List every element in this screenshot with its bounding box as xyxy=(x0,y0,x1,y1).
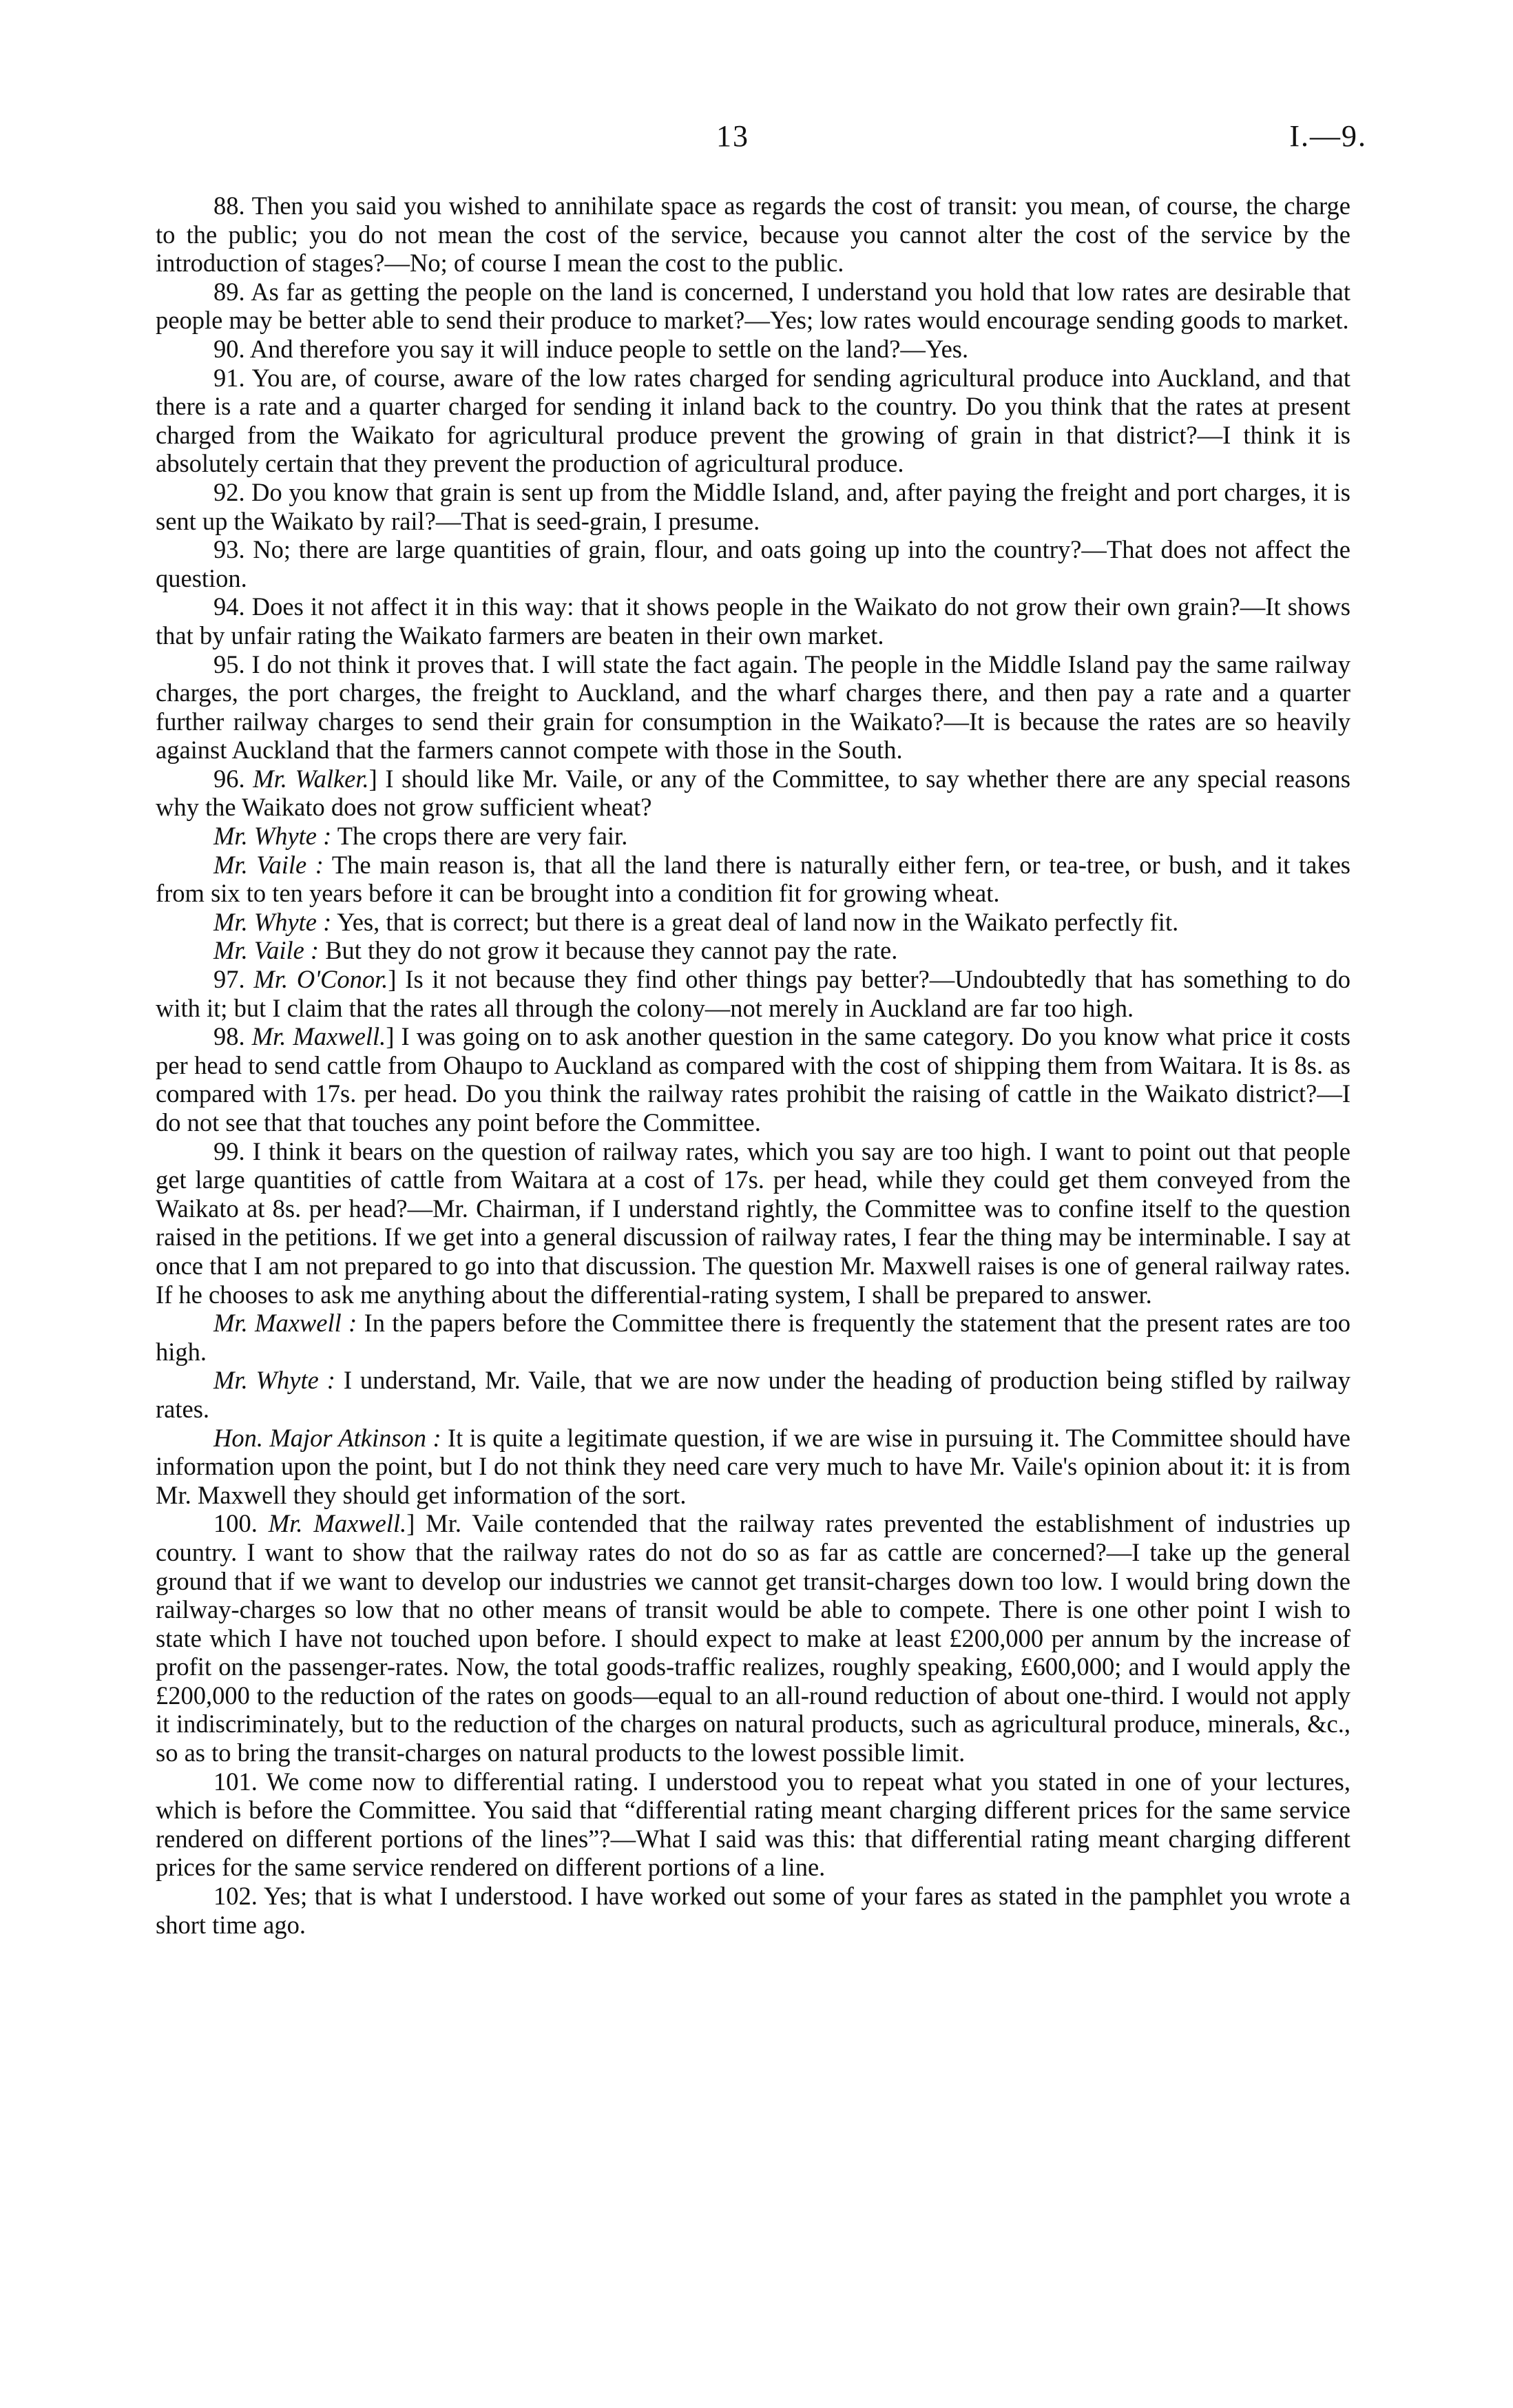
speaker-remark: Mr. Whyte : The crops there are very fair. xyxy=(213,822,628,851)
speaker-name: Mr. Whyte : xyxy=(213,1366,335,1395)
speaker-name: Hon. Major Atkinson : xyxy=(213,1423,441,1452)
speaker-name: Mr. Walker. xyxy=(253,764,369,793)
speaker-name: Mr. Vaile : xyxy=(213,850,324,879)
paragraph-88: 88. Then you said you wished to annihilate space as regards the cost of transit: you mean, of course, the charge to the public; you do not mean the cost of the service, because you cannot alter the cost of the service by the introduction of stages?—No; of course I mean the cost to the public. xyxy=(156,191,1350,278)
paragraph-96: 96. Mr. Walker.] I should like Mr. Vaile, or any of the Committee, to say whether there are any special reasons why the Waikato does not grow sufficient wheat? xyxy=(156,764,1351,822)
speaker-name: Mr. Whyte : xyxy=(213,822,332,851)
speaker-remark: Mr. Whyte : I understand, Mr. Vaile, that we are now under the heading of production being stifled by railway rates. xyxy=(156,1366,1350,1423)
paragraph-94: 94. Does it not affect it in this way: that it shows people in the Waikato do not grow their own grain?—It shows that by unfair rating the Waikato farmers are beaten in their own market. xyxy=(156,592,1350,650)
paragraph-90: 90. And therefore you say it will induce people to settle on the land?—Yes. xyxy=(213,334,969,363)
paragraph-98: 98. Mr. Maxwell.] I was going on to ask another question in the same category. Do you know what price it costs per head to send cattle from Ohaupo to Auckland as compared with the cost of shipping them from Waitara. It is 8s. as compared with 17s. per head. Do you think the railway rates prohibit the raising of cattle in the Waikato district?—I do not see that that touches any point before the Committee. xyxy=(156,1022,1350,1136)
speaker-name: Mr. Vaile : xyxy=(213,936,320,965)
speaker-name: Mr. Maxwell. xyxy=(251,1022,386,1051)
speaker-remark: Mr. Whyte : Yes, that is correct; but there is a great deal of land now in the Waikato perfectly fit. xyxy=(213,907,1179,936)
speaker-name: Mr. O'Conor. xyxy=(253,965,388,994)
speaker-remark: Mr. Vaile : The main reason is, that all the land there is naturally either fern, or tea-tree, or bush, and it takes from six to ten years before it can be brought into a condition fit for growing wheat. xyxy=(156,850,1350,908)
page-header xyxy=(0,118,1513,167)
document-reference: I.—9. xyxy=(1289,119,1367,153)
paragraph-102: 102. Yes; that is what I understood. I have worked out some of your fares as stated in the pamphlet you wrote a short time ago. xyxy=(156,1882,1350,1939)
paragraph-93: 93. No; there are large quantities of grain, flour, and oats going up into the country?—That does not affect the question. xyxy=(156,535,1350,592)
speaker-name: Mr. Maxwell. xyxy=(268,1509,407,1538)
speaker-name: Mr. Whyte : xyxy=(213,907,332,936)
paragraph-99: 99. I think it bears on the question of railway rates, which you say are too high. I want to point out that people get large quantities of cattle from Waitara at a cost of 17s. per head, while they could get them conveyed from the Waikato at 8s. per head?—Mr. Chairman, if I understand rightly, the Committee was to confine itself to the question raised in the petitions. If we get into a general discussion of railway rates, I fear the thing may be interminable. I say at once that I am not prepared to go into that discussion. The question Mr. Maxwell raises is one of general railway rates. If he chooses to ask me anything about the differential-rating system, I shall be prepared to answer. xyxy=(156,1136,1350,1309)
paragraph-97: 97. Mr. O'Conor.] Is it not because they find other things pay better?—Undoubtedly that has something to do with it; but I claim that the rates all through the colony—not merely in Auckland are far too high. xyxy=(156,965,1351,1022)
page-number: 13 xyxy=(716,119,749,153)
paragraph-100: 100. Mr. Maxwell.] Mr. Vaile contended that the railway rates prevented the establishment of industries up country. I want to show that the railway rates do not do so as far as cattle are concerned?—I take up the general ground that if we want to develop our industries we cannot get transit-charges down too low. I would bring down the railway-charges so low that no other means of transit would be able to compete. There is one other point I wish to state which I have not touched upon before. I should expect to make at least £200,000 per annum by the increase of profit on the passenger-rates. Now, the total goods-traffic realizes, roughly speaking, £600,000; and I would apply the £200,000 to the reduction of the rates on goods—equal to an all-round reduction of about one-third. I would not apply it indiscriminately, but to the reduction of the charges on natural products, such as agricultural produce, minerals, &c., so as to bring the transit-charges on natural products to the lowest possible limit. xyxy=(156,1509,1351,1767)
speaker-remark: Hon. Major Atkinson : It is quite a legitimate question, if we are wise in pursuing it. The Committee should have information upon the point, but I do not think they need care very much to have Mr. Vaile's opinion about it: it is from Mr. Maxwell they should get information of the sort. xyxy=(156,1423,1350,1509)
paragraph-92: 92. Do you know that grain is sent up from the Middle Island, and, after paying the freight and port charges, it is sent up the Waikato by rail?—That is seed-grain, I presume. xyxy=(156,477,1350,535)
paragraph-95: 95. I do not think it proves that. I will state the fact again. The people in the Middle Island pay the same railway charges, the port charges, the freight to Auckland, and the wharf charges there, and then pay a rate and a quarter further railway charges to send their grain for consumption in the Waikato?—It is because the rates are so heavily against Auckland that the farmers cannot compete with those in the South. xyxy=(156,650,1350,765)
paragraph-101: 101. We come now to differential rating. I understood you to repeat what you stated in one of your lectures, which is before the Committee. You said that “differential rating meant charging different prices for the same service rendered on different portions of the lines”?—What I said was this: that differential rating meant charging different prices for the same service rendered on different portions of a line. xyxy=(156,1767,1350,1882)
speaker-remark: Mr. Vaile : But they do not grow it because they cannot pay the rate. xyxy=(213,936,898,965)
paragraph-91: 91. You are, of course, aware of the low rates charged for sending agricultural produce into Auckland, and that there is a rate and a quarter charged for sending it inland back to the country. Do you think that the rates at present charged from the Waikato for agricultural produce prevent the growing of grain in that district?—I think it is absolutely certain that they prevent the production of agricultural produce. xyxy=(156,363,1350,478)
testimony-body xyxy=(156,191,1350,1939)
paragraph-89: 89. As far as getting the people on the land is concerned, I understand you hold that low rates are desirable that people may be better able to send their produce to market?—Yes; low rates would encourage sending goods to market. xyxy=(156,277,1350,335)
speaker-name: Mr. Maxwell : xyxy=(213,1309,357,1338)
speaker-remark: Mr. Maxwell : In the papers before the Committee there is frequently the statement that the present rates are too high. xyxy=(156,1309,1351,1366)
